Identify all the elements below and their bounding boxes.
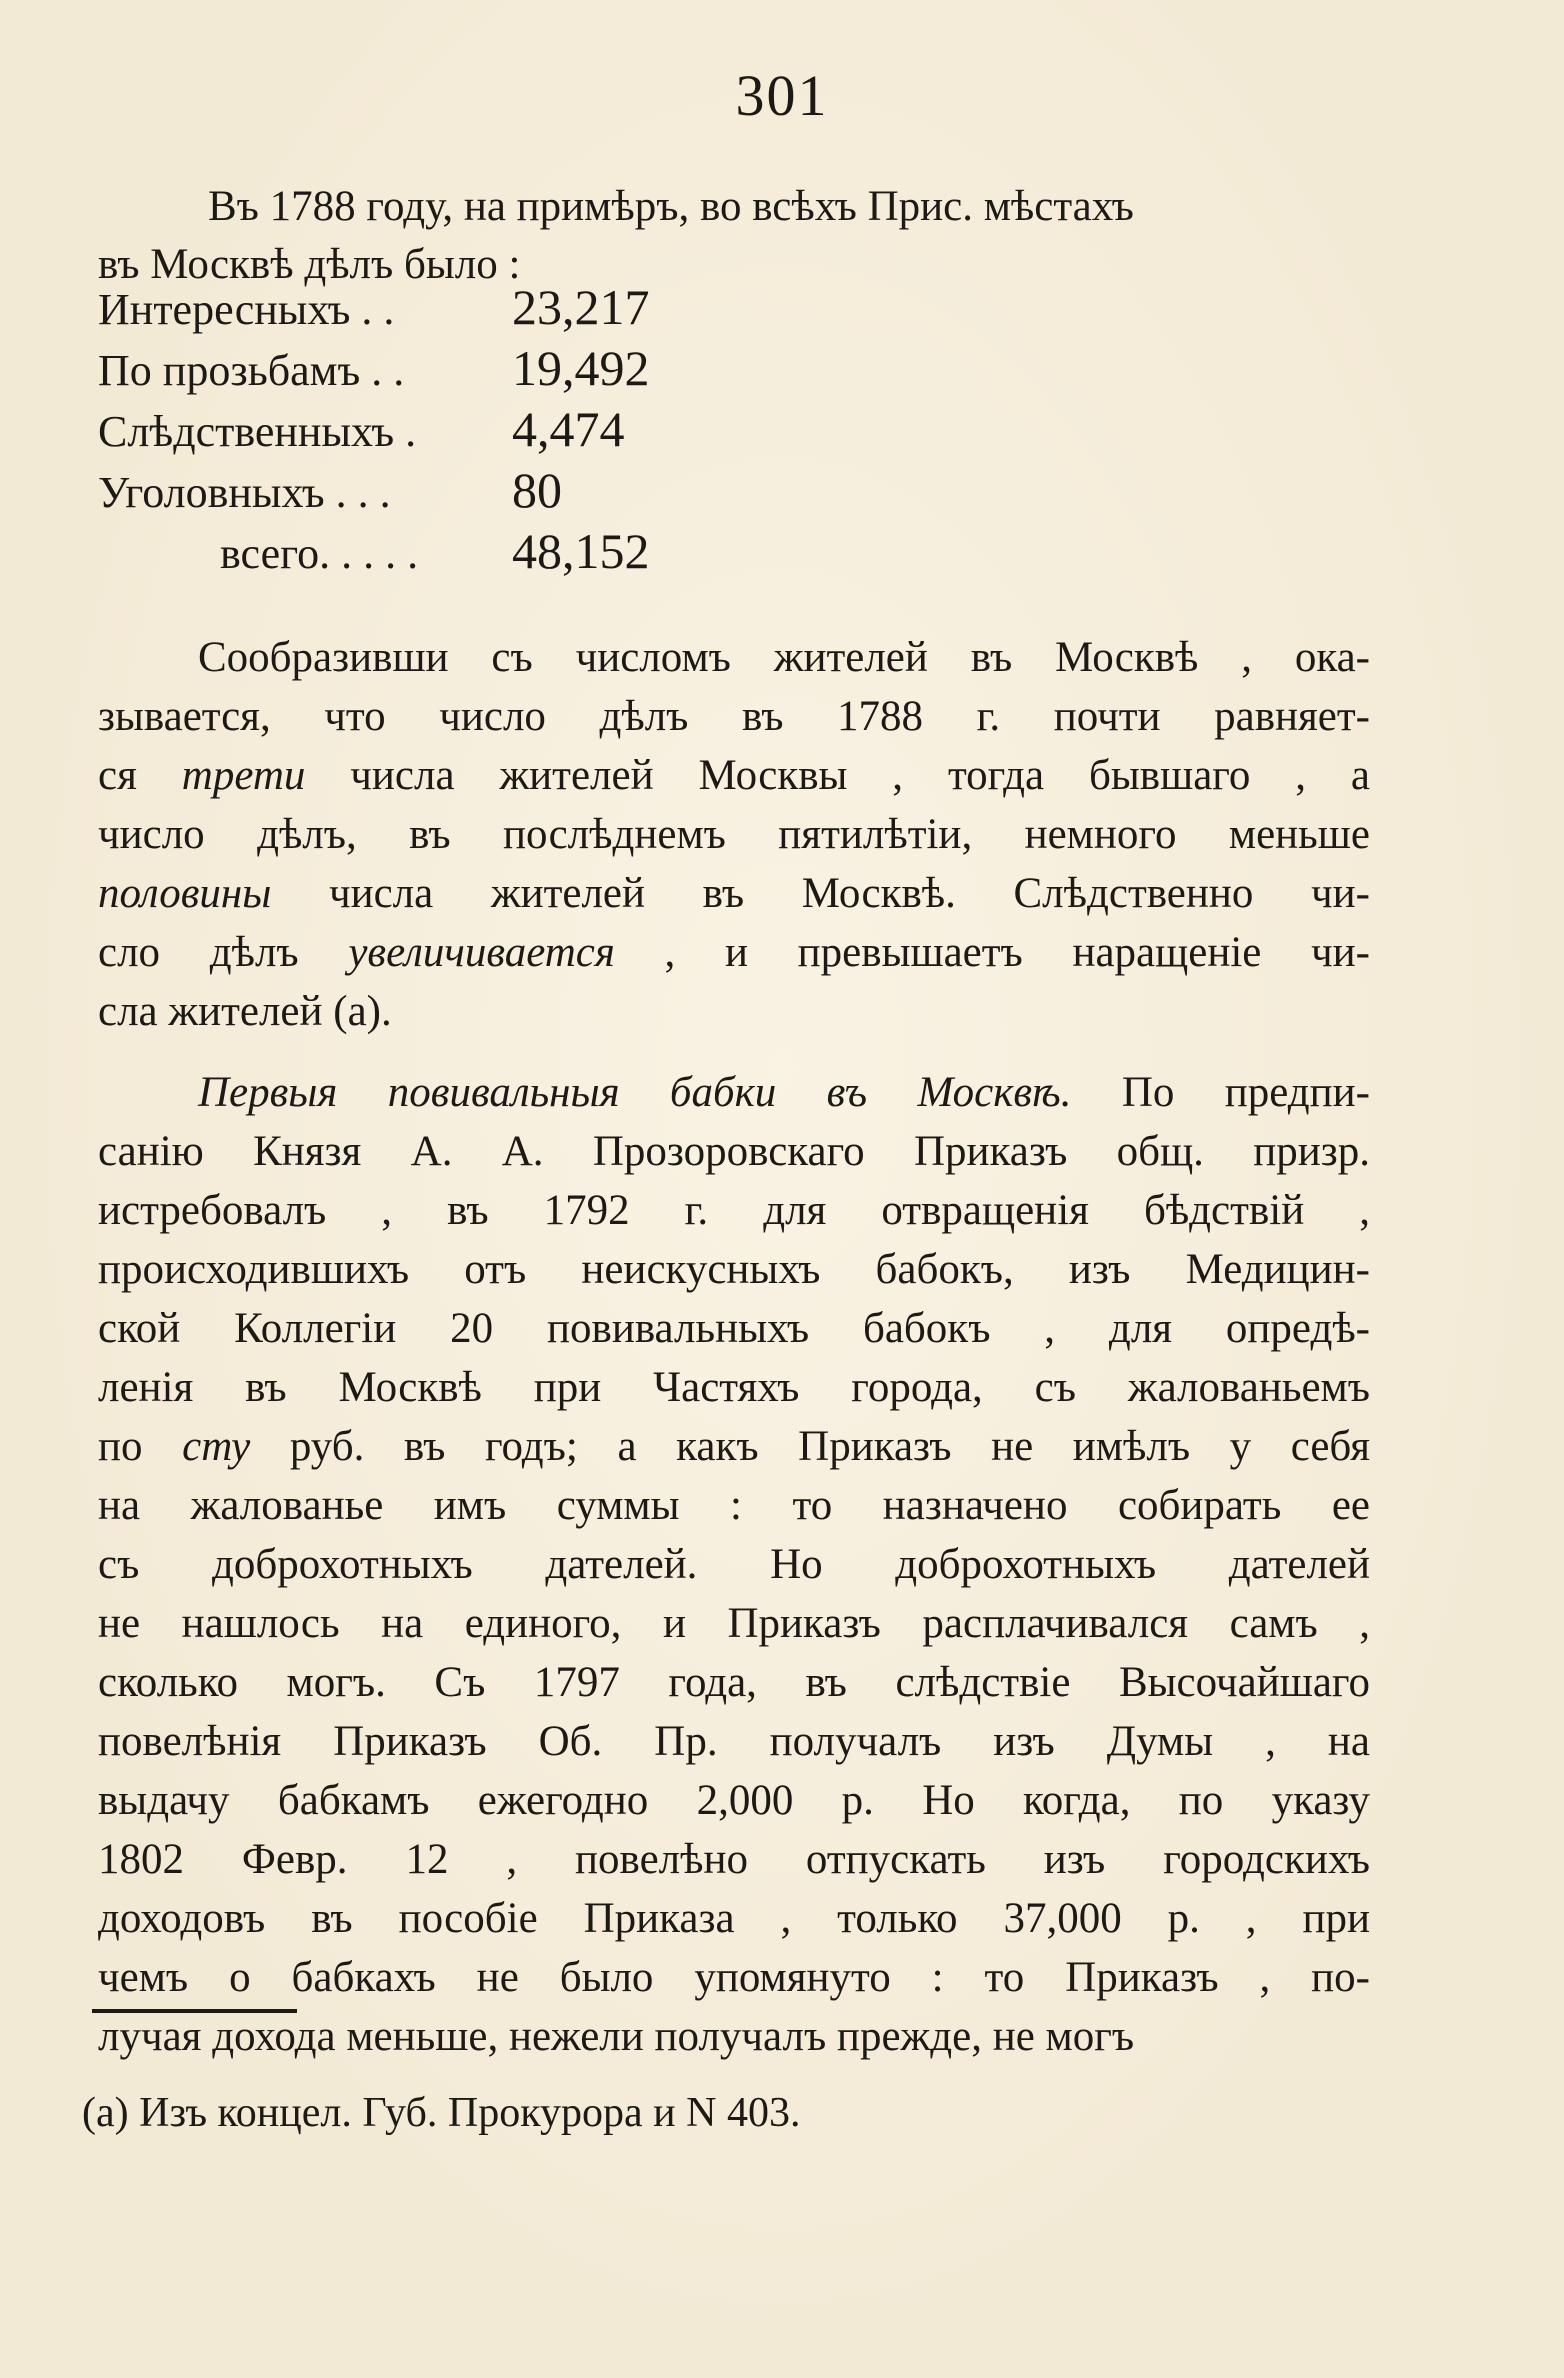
footnote: (а) Изъ концел. Губ. Прокурора и N 403. bbox=[82, 2090, 801, 2136]
text-line bbox=[98, 687, 1370, 746]
line-text: происходившихъ отъ неискусныхъ бабокъ, изъ Медицин- bbox=[98, 1246, 1370, 1293]
text-line bbox=[98, 805, 1370, 864]
page-number: 301 bbox=[735, 63, 829, 128]
stats-value: 4,474 bbox=[512, 401, 625, 457]
stats-row bbox=[98, 278, 650, 339]
line-text: сла жителей (а). bbox=[98, 988, 392, 1035]
text-line bbox=[98, 1653, 1370, 1712]
paragraph-midwives bbox=[98, 1063, 1370, 2066]
intro-line-1: Въ 1788 году, на примѣръ, во всѣхъ Прис. мѣстахъ bbox=[208, 183, 1134, 230]
line-text: повелѣнія Приказъ Об. Пр. получалъ изъ Думы , на bbox=[98, 1718, 1370, 1765]
italic-emphasis: увеличивается bbox=[348, 929, 615, 976]
paragraph-comparison bbox=[98, 628, 1370, 1041]
text-line bbox=[98, 1948, 1370, 2007]
text-line bbox=[98, 1417, 1370, 1476]
text-line bbox=[98, 982, 1370, 1041]
italic-emphasis: трети bbox=[181, 752, 306, 799]
line-text: 1802 Февр. 12 , повелѣно отпускать изъ городскихъ bbox=[98, 1836, 1370, 1883]
stats-total-row bbox=[98, 522, 650, 583]
intro-text bbox=[98, 178, 1418, 294]
line-text: сло дѣлъ bbox=[98, 929, 349, 976]
text-line bbox=[98, 1594, 1370, 1653]
line-text: чемъ о бабкахъ не было упомянуто : то Приказъ , по- bbox=[98, 1954, 1370, 2001]
text-line bbox=[98, 1771, 1370, 1830]
text-line bbox=[98, 1712, 1370, 1771]
stats-total-value: 48,152 bbox=[512, 523, 650, 579]
stats-row bbox=[98, 461, 650, 522]
stats-row bbox=[98, 339, 650, 400]
line-text: санію Князя А. А. Прозоровскаго Приказъ общ. призр. bbox=[98, 1128, 1370, 1175]
line-text: ленія въ Москвѣ при Частяхъ города, съ жалованьемъ bbox=[98, 1364, 1370, 1411]
line-text: съ доброхотныхъ дателей. Но доброхотныхъ дателей bbox=[98, 1541, 1370, 1588]
text-line bbox=[98, 923, 1370, 982]
text-line bbox=[98, 1830, 1370, 1889]
italic-emphasis: сту bbox=[182, 1423, 251, 1470]
case-statistics-table bbox=[98, 278, 650, 583]
text-line bbox=[98, 2007, 1370, 2066]
stats-label: Слѣдственныхъ . bbox=[98, 407, 417, 456]
line-text: По предпи- bbox=[1071, 1069, 1370, 1116]
text-line bbox=[98, 864, 1370, 923]
text-line bbox=[98, 1535, 1370, 1594]
stats-label: Интересныхъ . . bbox=[98, 285, 395, 334]
line-text: не нашлось на единого, и Приказъ расплачивался самъ , bbox=[98, 1600, 1370, 1647]
line-text: руб. въ годъ; а какъ Приказъ не имѣлъ у себя bbox=[250, 1423, 1371, 1470]
italic-emphasis: Первыя повивальныя бабки въ Москвѣ. bbox=[198, 1069, 1072, 1116]
stats-value: 23,217 bbox=[512, 279, 650, 335]
line-text: число дѣлъ, въ послѣднемъ пятилѣтіи, немного меньше bbox=[98, 811, 1370, 858]
line-text: зывается, что число дѣлъ въ 1788 г. почти равняет- bbox=[98, 693, 1370, 740]
text-line bbox=[98, 1476, 1370, 1535]
text-line bbox=[98, 1122, 1370, 1181]
text-line bbox=[98, 1358, 1370, 1417]
line-text: Сообразивши съ числомъ жителей въ Москвѣ , ока- bbox=[198, 634, 1370, 681]
footnote-rule bbox=[92, 2009, 297, 2013]
italic-emphasis: половины bbox=[98, 870, 272, 917]
line-text: доходовъ въ пособіе Приказа , только 37,000 р. , при bbox=[98, 1895, 1370, 1942]
line-text: выдачу бабкамъ ежегодно 2,000 р. Но когда, по указу bbox=[98, 1777, 1370, 1824]
stats-row bbox=[98, 400, 650, 461]
stats-total-label: всего. . . . . bbox=[220, 529, 419, 578]
text-line bbox=[98, 1240, 1370, 1299]
line-text: ской Коллегіи 20 повивальныхъ бабокъ , для опредѣ- bbox=[98, 1305, 1370, 1352]
line-text: истребовалъ , въ 1792 г. для отвращенія бѣдствій , bbox=[98, 1187, 1370, 1234]
line-text: сколько могъ. Съ 1797 года, въ слѣдствіе Высочайшаго bbox=[98, 1659, 1370, 1706]
line-text: числа жителей въ Москвѣ. Слѣдственно чи- bbox=[271, 870, 1370, 917]
text-line bbox=[98, 1889, 1370, 1948]
line-text: на жалованье имъ суммы : то назначено собирать ее bbox=[98, 1482, 1370, 1529]
stats-value: 19,492 bbox=[512, 340, 650, 396]
line-text: числа жителей Москвы , тогда бывшаго , а bbox=[305, 752, 1370, 799]
line-text: , и превышаетъ наращеніе чи- bbox=[614, 929, 1370, 976]
line-text: лучая дохода меньше, нежели получалъ прежде, не могъ bbox=[98, 2013, 1135, 2060]
text-line bbox=[98, 628, 1370, 687]
text-line bbox=[98, 746, 1370, 805]
line-text: по bbox=[98, 1423, 183, 1470]
stats-label: По прозьбамъ . . bbox=[98, 346, 405, 395]
text-line bbox=[98, 1063, 1370, 1122]
text-line bbox=[98, 1181, 1370, 1240]
stats-value: 80 bbox=[512, 462, 562, 518]
line-text: ся bbox=[98, 752, 182, 799]
intro-line-2: въ Москвѣ дѣлъ было : bbox=[98, 241, 521, 288]
stats-label: Уголовныхъ . . . bbox=[98, 468, 391, 517]
text-line bbox=[98, 1299, 1370, 1358]
